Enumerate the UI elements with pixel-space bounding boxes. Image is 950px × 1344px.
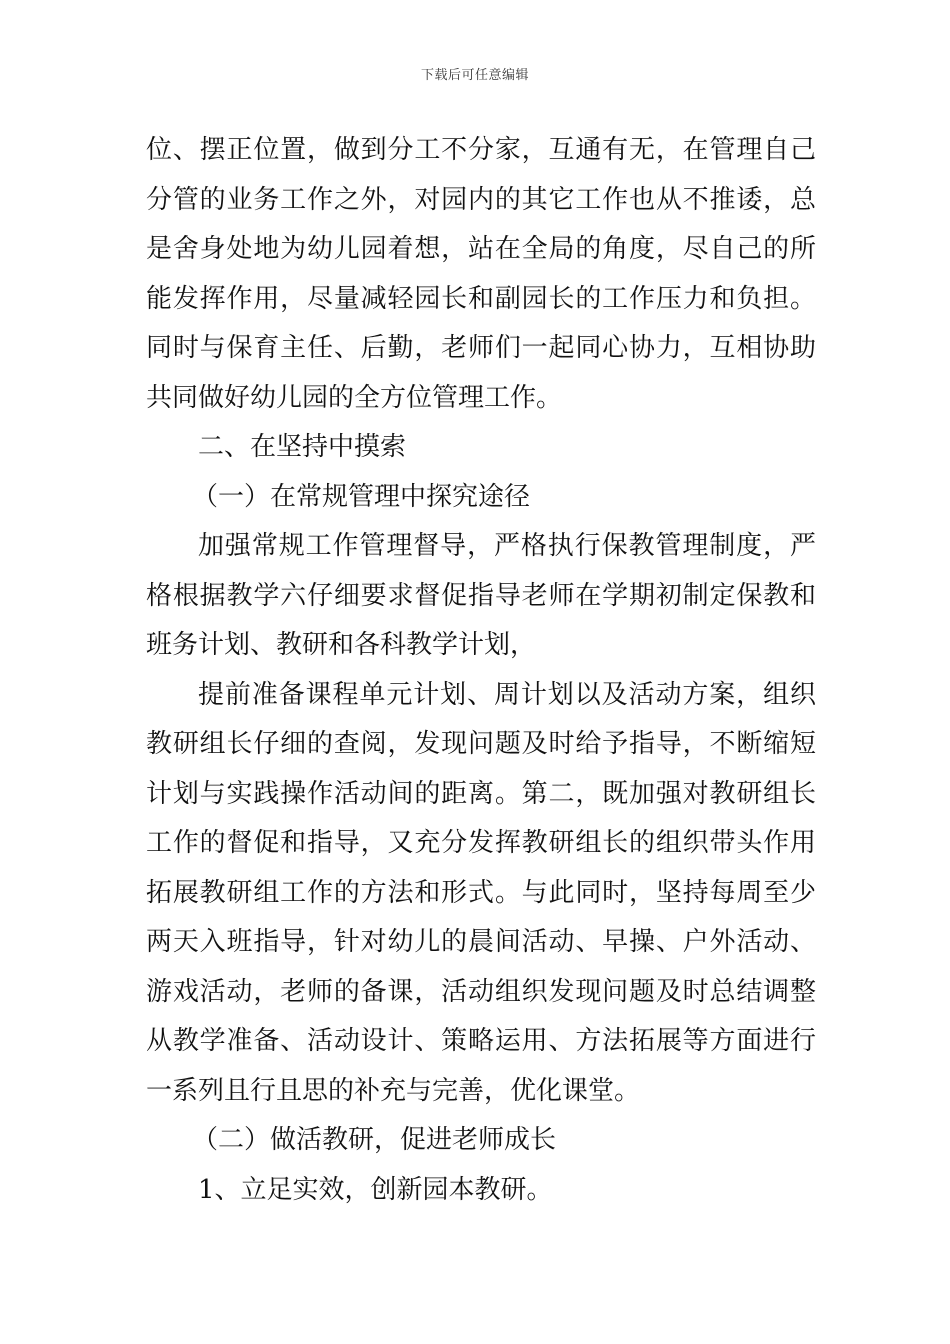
paragraph-line: 工作的督促和指导，又充分发挥教研组长的组织带头作用 (146, 828, 816, 858)
paragraph-line: 格根据教学六仔细要求督促指导老师在学期初制定保教和 (146, 580, 816, 611)
paragraph-line: 拓展教研组工作的方法和形式。与此同时，坚持每周至少 (146, 877, 816, 908)
paragraph-line: 一系列且行且思的补充与完善，优化课堂。 (146, 1075, 641, 1106)
paragraph-line: 游戏活动，老师的备课，活动组织发现问题及时总结调整 (146, 976, 816, 1007)
body-text (146, 126, 816, 1215)
paragraph-line: 共同做好幼儿园的全方位管理工作。 (146, 382, 563, 413)
paragraph-line: 从教学准备、活动设计、策略运用、方法拓展等方面进行 (146, 1026, 816, 1056)
section-heading: 二、在坚持中摸索 (198, 432, 407, 462)
paragraph-line: 加强常规工作管理督导，严格执行保教管理制度，严 (198, 531, 816, 561)
paragraph-line: 能发挥作用，尽量减轻园长和副园长的工作压力和负担。 (146, 283, 816, 314)
paragraph-line: 班务计划、教研和各科教学计划， (146, 630, 537, 660)
subsection-heading: （二）做活教研，促进老师成长 (192, 1125, 557, 1155)
list-item: 1、立足实效，创新园本教研。 (198, 1174, 553, 1205)
paragraph-line: 分管的业务工作之外，对园内的其它工作也从不推诿，总 (146, 184, 816, 215)
subsection-heading: （一）在常规管理中探究途径 (192, 481, 531, 512)
paragraph-line: 位、摆正位置，做到分工不分家，互通有无，在管理自己 (146, 135, 816, 165)
paragraph-line: 两天入班指导，针对幼儿的晨间活动、早操、户外活动、 (146, 927, 816, 957)
page-header: 下载后可任意编辑 (420, 68, 529, 83)
paragraph-line: 提前准备课程单元计划、周计划以及活动方案，组织 (198, 679, 816, 710)
paragraph-line: 计划与实践操作活动间的距离。第二，既加强对教研组长 (146, 778, 816, 809)
paragraph-line: 教研组长仔细的查阅，发现问题及时给予指导，不断缩短 (146, 729, 816, 759)
paragraph-line: 同时与保育主任、后勤，老师们一起同心协力，互相协助 (146, 333, 816, 363)
paragraph-line: 是舍身处地为幼儿园着想，站在全局的角度，尽自己的所 (146, 234, 816, 264)
